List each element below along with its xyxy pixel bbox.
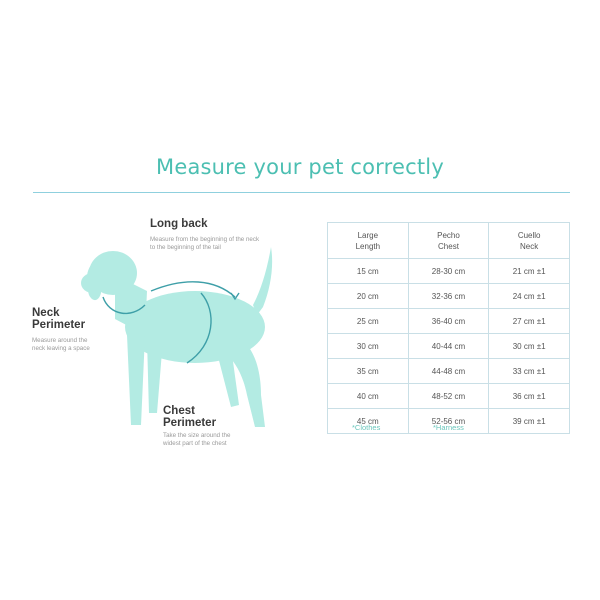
cell-length: 20 cm — [328, 284, 409, 309]
cell-chest: 32-36 cm — [408, 284, 489, 309]
cell-neck: 39 cm ±1 — [489, 409, 570, 434]
header-length — [328, 223, 409, 259]
cell-length: 35 cm — [328, 359, 409, 384]
cell-chest: 28-30 cm — [408, 259, 489, 284]
cell-length: 25 cm — [328, 309, 409, 334]
cell-neck: 27 cm ±1 — [489, 309, 570, 334]
header-neck-line1: Cuello — [517, 230, 541, 240]
neck-heading-line1: Neck — [32, 307, 60, 319]
header-neck — [489, 223, 570, 259]
cell-neck: 36 cm ±1 — [489, 384, 570, 409]
chest-heading-line2: Perimeter — [163, 417, 217, 429]
table-row — [328, 259, 570, 284]
cell-length: 15 cm — [328, 259, 409, 284]
cell-neck: 24 cm ±1 — [489, 284, 570, 309]
page-title: Measure your pet correctly — [156, 155, 444, 179]
header-length-line1: Large — [357, 230, 379, 240]
table-row — [328, 309, 570, 334]
cell-length: 30 cm — [328, 334, 409, 359]
header-neck-line2: Neck — [520, 241, 539, 251]
table-row — [328, 334, 570, 359]
footnote-harness: *Harness — [433, 423, 464, 432]
size-table — [327, 222, 570, 434]
cell-neck: 30 cm ±1 — [489, 334, 570, 359]
cell-chest: 52-56 cm — [408, 409, 489, 434]
table-row — [328, 359, 570, 384]
table-row — [328, 384, 570, 409]
chest-heading-line1: Chest — [163, 405, 195, 417]
neck-heading-line2: Perimeter — [32, 319, 86, 331]
long-back-heading: Long back — [150, 218, 208, 230]
cell-length: 45 cm — [328, 409, 409, 434]
title-divider — [33, 192, 570, 193]
cell-neck: 33 cm ±1 — [489, 359, 570, 384]
header-chest — [408, 223, 489, 259]
header-length-line2: Length — [355, 241, 381, 251]
cell-neck: 21 cm ±1 — [489, 259, 570, 284]
chest-perimeter-heading — [163, 405, 216, 429]
cell-length: 40 cm — [328, 384, 409, 409]
header-chest-line1: Pecho — [437, 230, 460, 240]
cell-chest: 40-44 cm — [408, 334, 489, 359]
long-back-description: Measure from the beginning of the neck to the beginning of the tail — [150, 236, 260, 251]
table-row — [328, 284, 570, 309]
chest-perimeter-description: Take the size around the widest part of the chest — [163, 432, 231, 447]
cell-chest: 44-48 cm — [408, 359, 489, 384]
header-chest-line2: Chest — [438, 241, 459, 251]
neck-perimeter-description: Measure around the neck leaving a space — [32, 337, 90, 352]
cell-chest: 48-52 cm — [408, 384, 489, 409]
footnote-clothes: *Clothes — [352, 423, 381, 432]
cell-chest: 36-40 cm — [408, 309, 489, 334]
neck-perimeter-heading — [32, 307, 85, 331]
table-header-row — [328, 223, 570, 259]
